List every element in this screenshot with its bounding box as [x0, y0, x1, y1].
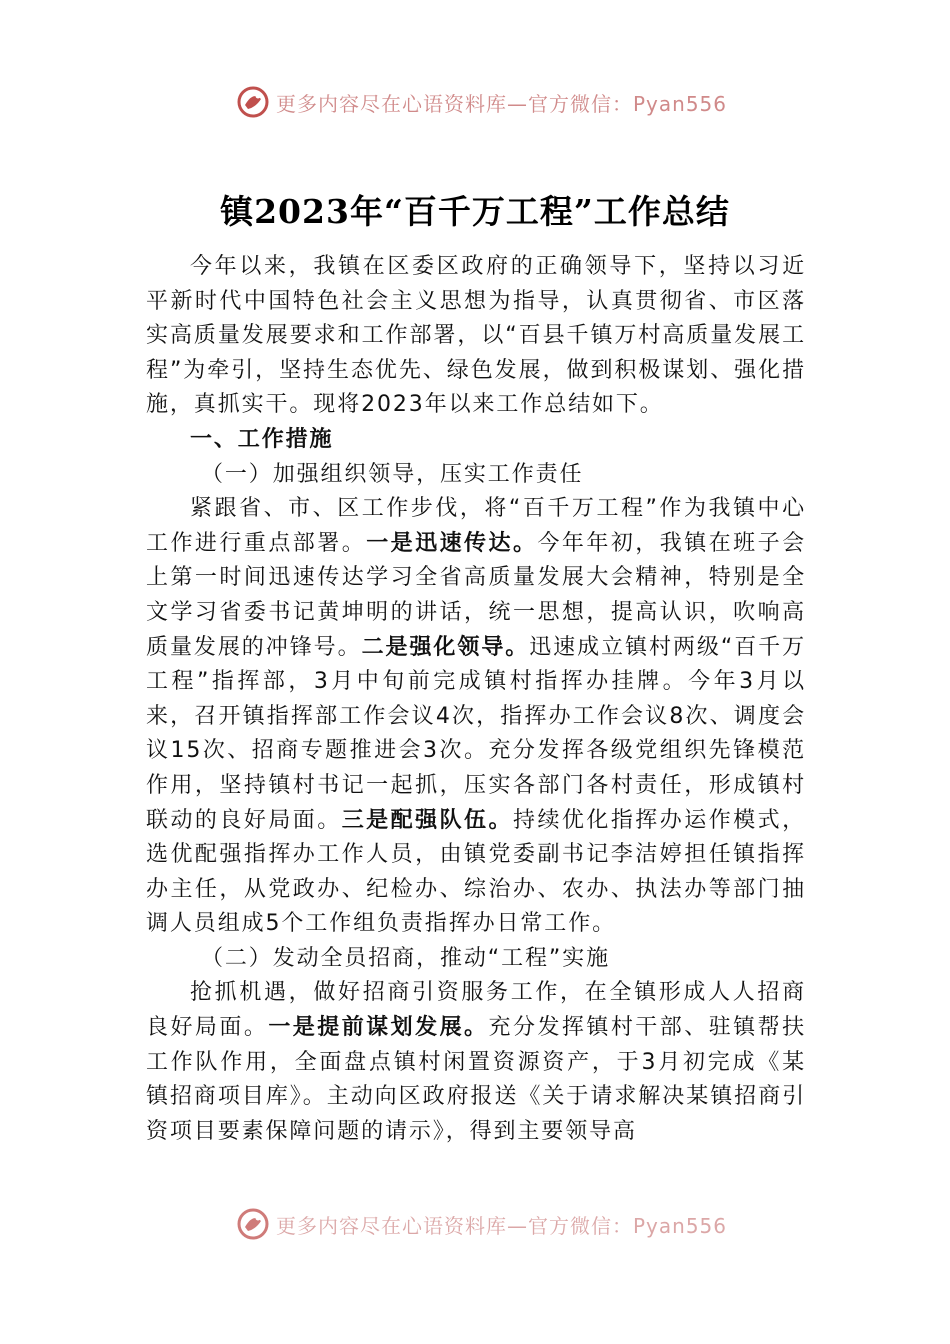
subsection-heading-1: （一）加强组织领导，压实工作责任	[201, 461, 584, 487]
watermark-header	[236, 84, 727, 120]
subsection-2-paragraph	[146, 976, 806, 1149]
highlight-point-2: 二是强化领导。	[361, 634, 530, 660]
text-run: 今年年初，我镇在班子会上第一时间迅速传达学习全省高质量发展大会精神，特别是全文学习省委书记黄坤明的讲话，统一思想，提高认识，吹响高质量发展的冲锋号。	[146, 530, 806, 660]
text-run: 充分发挥镇村干部、驻镇帮扶工作队作用，全面盘点镇村闲置资源资产，于3月初完成《某镇招商项目库》。主动向区政府报送《关于请求解决某镇招商引资项目要素保障问题的请示》，得到主要领导高	[146, 1015, 806, 1144]
watermark-text: 更多内容尽在心语资料库—官方微信：Pyan556	[276, 91, 728, 116]
text-run: 持续优化指挥办运作模式，选优配强指挥办工作人员，由镇党委副书记李洁婷担任镇指挥办主任，从党政办、纪检办、综治办、农办、执法办等部门抽调人员组成5个工作组负责指挥办日常工作。	[146, 807, 806, 937]
document-body	[146, 250, 806, 1149]
text-run: 抢抓机遇，做好招商引资服务工作，在全镇形成人人招商良好局面。	[146, 980, 806, 1041]
brand-logo-icon	[236, 85, 270, 119]
watermark-text: 更多内容尽在心语资料库—官方微信：Pyan556	[276, 1213, 728, 1238]
intro-paragraph: 今年以来，我镇在区委区政府的正确领导下，坚持以习近平新时代中国特色社会主义思想为指导，认真贯彻省、市区落实高质量发展要求和工作部署，以“百县千镇万村高质量发展工程”为牵引，坚持生态优先、绿色发展，做到积极谋划、强化措施，真抓实干。现将2023年以来工作总结如下。	[146, 254, 806, 418]
highlight-point-1: 一是提前谋划发展。	[268, 1015, 489, 1041]
highlight-point-1: 一是迅速传达。	[366, 530, 538, 556]
text-run: 紧跟省、市、区工作步伐，将“百千万工程”作为我镇中心工作进行重点部署。	[146, 496, 806, 556]
subsection-heading-2: （二）发动全员招商，推动“工程”实施	[201, 945, 610, 971]
document-title: 镇2023年“百千万工程”工作总结	[220, 192, 730, 231]
section-heading-measures: 一、工作措施	[190, 426, 334, 452]
subsection-1-paragraph	[146, 492, 806, 942]
highlight-point-3: 三是配强队伍。	[341, 807, 513, 833]
text-run: 迅速成立镇村两级“百千万工程”指挥部，3月中旬前完成镇村指挥办挂牌。今年3月以来，召开镇指挥部工作会议4次，指挥办工作会议8次、调度会议15次、招商专题推进会3次。充分发挥各级党组织先锋模范作用，坚持镇村书记一起抓，压实各部门各村责任，形成镇村联动的良好局面。	[146, 634, 806, 833]
brand-logo-icon	[236, 1207, 270, 1241]
watermark-footer	[236, 1206, 727, 1242]
